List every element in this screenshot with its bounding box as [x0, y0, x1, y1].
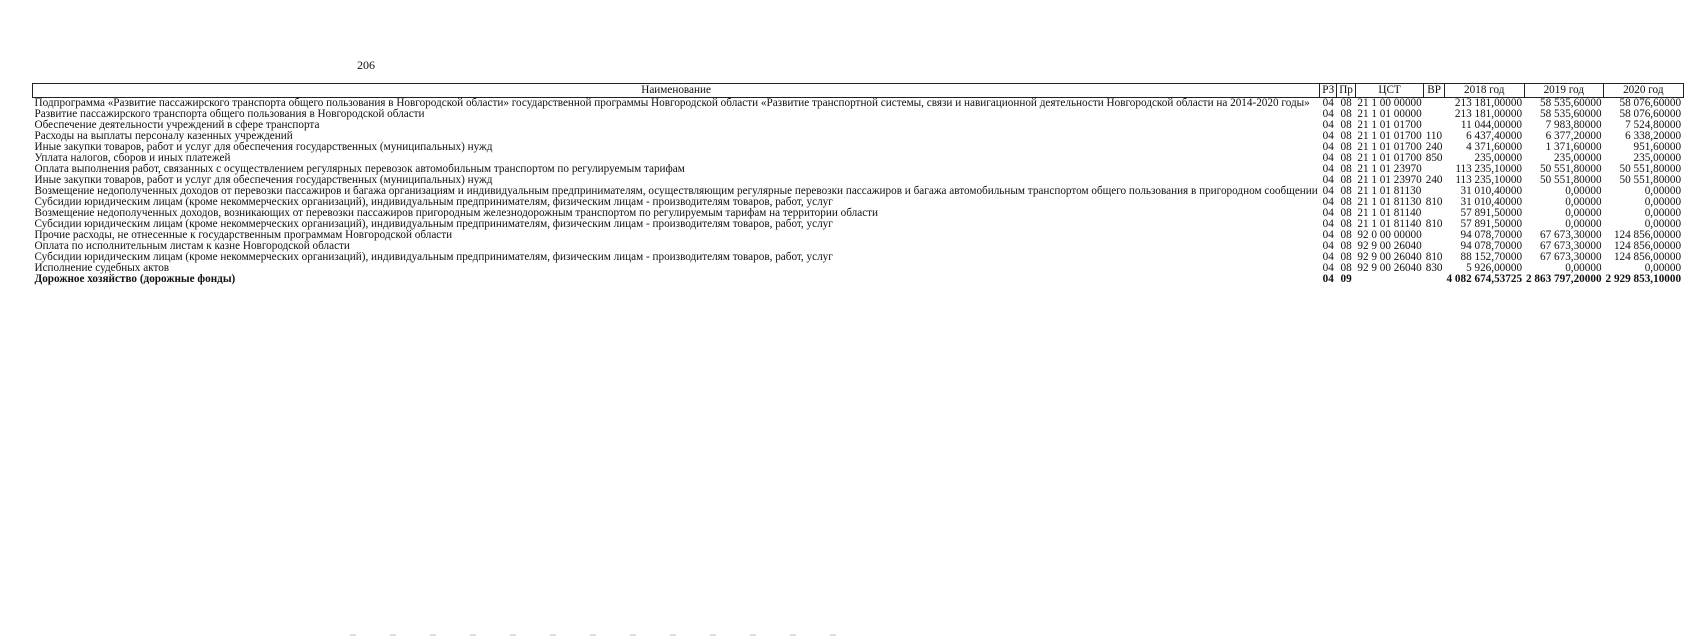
- row-2020-value: 7 524,80000: [1625, 119, 1682, 131]
- row-cst: 92 9 00 26040: [1357, 262, 1422, 274]
- table-header-row: [33, 84, 1684, 98]
- row-vr: 110: [1425, 130, 1443, 142]
- row-2019-value: 0,00000: [1565, 207, 1602, 219]
- row-2019-value: 0,00000: [1565, 196, 1602, 208]
- row-name: Субсидии юридическим лицам (кроме некоммерческих организаций), индивидуальным предпринимателям, физическим лицам - производителям товаров, работ, услуг: [34, 218, 833, 230]
- row-cst: 92 9 00 26040: [1357, 251, 1422, 263]
- row-2018-value: 31 010,40000: [1460, 185, 1523, 197]
- row-2018-value: 6 437,40000: [1466, 130, 1523, 142]
- row-pr: 09: [1340, 273, 1352, 285]
- header-name: Наименование: [33, 84, 1320, 98]
- row-pr: 08: [1340, 141, 1352, 153]
- row-rz: 04: [1322, 141, 1334, 153]
- row-rz: 04: [1322, 240, 1334, 252]
- row-2020-value: 124 856,00000: [1613, 229, 1682, 241]
- row-2019-value: 58 535,60000: [1540, 108, 1602, 120]
- row-2019-value: 0,00000: [1565, 185, 1602, 197]
- row-2018-value: 31 010,40000: [1460, 196, 1523, 208]
- row-vr: 240: [1425, 174, 1443, 186]
- row-vr: [1424, 109, 1445, 120]
- row-name: Прочие расходы, не отнесенные к государственным программам Новгородской области: [34, 229, 453, 241]
- row-2020-value: 2 929 853,10000: [1605, 273, 1682, 285]
- row-rz: 04: [1322, 262, 1334, 274]
- row-2019-value: 6 377,20000: [1545, 130, 1602, 142]
- row-cst: 21 1 00 00000: [1357, 97, 1422, 109]
- row-vr: 810: [1425, 218, 1443, 230]
- row-2018-value: 94 078,70000: [1460, 229, 1523, 241]
- row-pr: 08: [1340, 251, 1352, 263]
- header-pr: Пр: [1337, 84, 1356, 98]
- row-2019-value: 1 371,60000: [1545, 141, 1602, 153]
- row-cst: 21 1 01 01700: [1357, 119, 1422, 131]
- row-pr: 08: [1340, 152, 1352, 164]
- row-cst: 21 1 01 81140: [1357, 218, 1422, 230]
- row-pr: 08: [1340, 163, 1352, 175]
- row-name: Расходы на выплаты персоналу казенных учреждений: [34, 130, 293, 142]
- row-name: Оплата по исполнительным листам к казне Новгородской области: [34, 240, 350, 252]
- row-rz: 04: [1322, 163, 1334, 175]
- row-2018-value: 213 181,00000: [1454, 108, 1523, 120]
- header-vr: ВР: [1424, 84, 1445, 98]
- row-2018-value: 11 044,00000: [1460, 119, 1523, 131]
- row-cst: 21 1 01 00000: [1357, 108, 1422, 120]
- row-name: Обеспечение деятельности учреждений в сфере транспорта: [34, 119, 320, 131]
- row-2020-value: 235,00000: [1633, 152, 1682, 164]
- row-vr: 850: [1425, 152, 1443, 164]
- row-2019-value: 58 535,60000: [1540, 97, 1602, 109]
- header-cst: ЦСТ: [1355, 84, 1423, 98]
- row-cst: [1355, 274, 1423, 285]
- row-2020-value: 124 856,00000: [1613, 240, 1682, 252]
- row-2018-value: 213 181,00000: [1454, 97, 1523, 109]
- row-rz: 04: [1322, 108, 1334, 120]
- row-pr: 08: [1340, 262, 1352, 274]
- table-row-total: [33, 274, 1684, 285]
- row-2018-value: 57 891,50000: [1460, 218, 1523, 230]
- row-2020-value: 6 338,20000: [1625, 130, 1682, 142]
- row-2018-value: 88 152,70000: [1460, 251, 1523, 263]
- row-2019-value: 0,00000: [1565, 218, 1602, 230]
- row-vr: [1424, 274, 1445, 285]
- row-rz: 04: [1322, 207, 1334, 219]
- row-name: Оплата выполнения работ, связанных с осуществлением регулярных перевозок автомобильным транспортом по регулируемым тарифам: [34, 163, 685, 175]
- row-pr: 08: [1340, 119, 1352, 131]
- row-2020-value: 58 076,60000: [1619, 108, 1682, 120]
- header-2019: 2019 год: [1524, 84, 1604, 98]
- row-name: Иные закупки товаров, работ и услуг для обеспечения государственных (муниципальных) нужд: [34, 174, 493, 186]
- row-2020-value: 58 076,60000: [1619, 97, 1682, 109]
- row-vr: [1424, 98, 1445, 110]
- row-pr: 08: [1340, 130, 1352, 142]
- header-2018: 2018 год: [1445, 84, 1525, 98]
- row-cst: 92 9 00 26040: [1357, 240, 1422, 252]
- budget-table: [32, 83, 1684, 285]
- row-name: Развитие пассажирского транспорта общего пользования в Новгородской области: [34, 108, 425, 120]
- row-name: Иные закупки товаров, работ и услуг для обеспечения государственных (муниципальных) нужд: [34, 141, 493, 153]
- row-2018-value: 113 235,10000: [1455, 163, 1523, 175]
- row-pr: 08: [1340, 229, 1352, 241]
- row-2019-value: 67 673,30000: [1540, 251, 1602, 263]
- row-cst: 21 1 01 01700: [1357, 141, 1422, 153]
- row-vr: 810: [1425, 196, 1443, 208]
- row-2020-value: 124 856,00000: [1613, 251, 1682, 263]
- row-2018-value: 235,00000: [1474, 152, 1523, 164]
- row-vr: 810: [1425, 251, 1443, 263]
- row-cst: 92 0 00 00000: [1357, 229, 1422, 241]
- row-pr: 08: [1340, 218, 1352, 230]
- row-pr: 08: [1340, 207, 1352, 219]
- row-name: Возмещение недополученных доходов от перевозки пассажиров и багажа организациям и индивидуальным предпринимателям, осуществляющим регулярные перевозки пассажиров и багажа автомобильным транспортом общего пользования в пригородном сообщении: [34, 185, 1318, 197]
- row-name: Подпрограмма «Развитие пассажирского транспорта общего пользования в Новгородской области» государственной программы Новгородской области «Развитие транспортной системы, связи и навигационной деятельности Новгородской области на 2014-2020 годы»: [34, 97, 1310, 109]
- header-rz: РЗ: [1320, 84, 1337, 98]
- row-pr: 08: [1340, 196, 1352, 208]
- row-2019-value: 67 673,30000: [1540, 240, 1602, 252]
- row-2018-value: 57 891,50000: [1460, 207, 1523, 219]
- row-pr: 08: [1340, 174, 1352, 186]
- row-rz: 04: [1322, 273, 1334, 285]
- row-rz: 04: [1322, 97, 1334, 109]
- row-2019-value: 7 983,80000: [1545, 119, 1602, 131]
- row-name: Возмещение недополученных доходов, возникающих от перевозки пассажиров пригородным железнодорожным транспортом по регулируемым тарифам на территории области: [34, 207, 879, 219]
- table-row: [33, 263, 1684, 274]
- row-rz: 04: [1322, 130, 1334, 142]
- row-rz: 04: [1322, 251, 1334, 263]
- row-2020-value: 0,00000: [1644, 185, 1682, 197]
- row-2018-value: 4 371,60000: [1466, 141, 1523, 153]
- row-rz: 04: [1322, 174, 1334, 186]
- row-cst: 21 1 01 81130: [1357, 196, 1422, 208]
- row-name: Субсидии юридическим лицам (кроме некоммерческих организаций), индивидуальным предпринимателям, физическим лицам - производителям товаров, работ, услуг: [34, 196, 833, 208]
- row-2020-value: 951,60000: [1633, 141, 1682, 153]
- row-2019-value: 2 863 797,20000: [1526, 273, 1602, 285]
- table-body: [33, 98, 1684, 286]
- row-cst: 21 1 01 23970: [1357, 163, 1422, 175]
- row-rz: 04: [1322, 119, 1334, 131]
- row-2019-value: 67 673,30000: [1540, 229, 1602, 241]
- row-name: Субсидии юридическим лицам (кроме некоммерческих организаций), индивидуальным предпринимателям, физическим лицам - производителям товаров, работ, услуг: [34, 251, 833, 263]
- row-rz: 04: [1322, 185, 1334, 197]
- row-pr: 08: [1340, 108, 1352, 120]
- row-rz: 04: [1322, 152, 1334, 164]
- row-cst: 21 1 01 01700: [1357, 152, 1422, 164]
- row-rz: 04: [1322, 196, 1334, 208]
- row-rz: 04: [1322, 229, 1334, 241]
- scan-artifact: [350, 634, 870, 636]
- row-2020-value: 50 551,80000: [1619, 174, 1682, 186]
- row-cst: 21 1 01 81140: [1357, 207, 1422, 219]
- page-number: 206: [357, 58, 375, 72]
- row-cst: 21 1 01 81130: [1357, 185, 1422, 197]
- row-2020-value: 0,00000: [1644, 196, 1682, 208]
- row-cst: 21 1 01 01700: [1357, 130, 1422, 142]
- row-name: Дорожное хозяйство (дорожные фонды): [34, 273, 236, 285]
- row-2019-value: 50 551,80000: [1540, 174, 1602, 186]
- row-2018-value: 94 078,70000: [1460, 240, 1523, 252]
- row-2020-value: 0,00000: [1644, 218, 1682, 230]
- row-name: Исполнение судебных актов: [34, 262, 170, 274]
- row-2018-value: 113 235,10000: [1455, 174, 1523, 186]
- row-2018-value: 4 082 674,53725: [1446, 273, 1523, 285]
- row-cst: 21 1 01 23970: [1357, 174, 1422, 186]
- row-2020-value: 50 551,80000: [1619, 163, 1682, 175]
- row-pr: 08: [1340, 240, 1352, 252]
- header-2020: 2020 год: [1604, 84, 1684, 98]
- row-pr: 08: [1340, 97, 1352, 109]
- row-rz: 04: [1322, 218, 1334, 230]
- row-vr: [1424, 230, 1445, 241]
- row-name: Уплата налогов, сборов и иных платежей: [34, 152, 231, 164]
- row-2019-value: 235,00000: [1554, 152, 1602, 164]
- row-2020-value: 0,00000: [1644, 262, 1682, 274]
- row-2020-value: 0,00000: [1644, 207, 1682, 219]
- row-2019-value: 0,00000: [1565, 262, 1602, 274]
- row-pr: 08: [1340, 185, 1352, 197]
- row-2019-value: 50 551,80000: [1540, 163, 1602, 175]
- row-vr: 830: [1425, 262, 1443, 274]
- row-vr: 240: [1425, 141, 1443, 153]
- row-2018-value: 5 926,00000: [1466, 262, 1523, 274]
